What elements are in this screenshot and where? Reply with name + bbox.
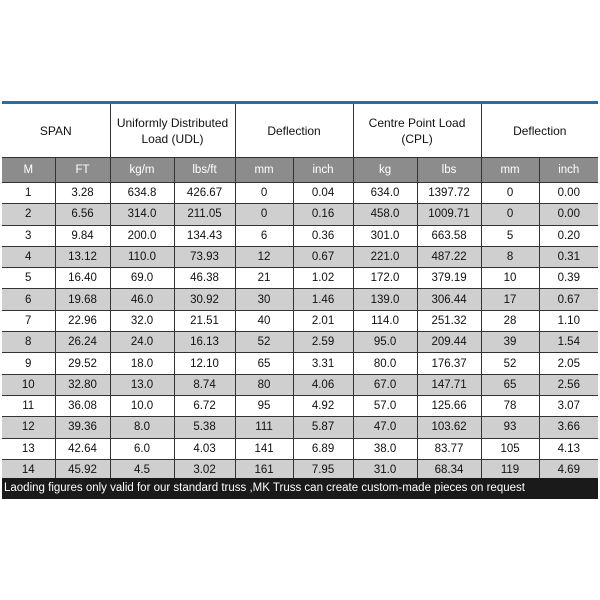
table-cell: 24.0 <box>110 332 174 353</box>
table-cell: 3.66 <box>539 417 598 438</box>
table-cell: 4.92 <box>293 395 353 416</box>
table-cell: 83.77 <box>417 438 481 459</box>
table-cell: 1.02 <box>293 268 353 289</box>
table-row <box>2 310 598 331</box>
table-cell: 161 <box>235 459 293 480</box>
table-cell: 1.46 <box>293 289 353 310</box>
table-cell: 2.05 <box>539 353 598 374</box>
header-row <box>2 104 598 158</box>
table-cell: 14 <box>2 459 55 480</box>
table-row <box>2 438 598 459</box>
table-cell: 28 <box>481 310 539 331</box>
table-cell: 8 <box>2 332 55 353</box>
table-cell: 1009.71 <box>417 204 481 225</box>
table-cell: 69.0 <box>110 268 174 289</box>
table-cell: 52 <box>481 353 539 374</box>
table-cell: 47.0 <box>353 417 417 438</box>
table-cell: 46.38 <box>174 268 235 289</box>
table-cell: 634.0 <box>353 183 417 204</box>
table-cell: 141 <box>235 438 293 459</box>
load-table-frame <box>2 101 598 499</box>
table-cell: 7 <box>2 310 55 331</box>
table-cell: 9.84 <box>55 225 110 246</box>
table-cell: 42.64 <box>55 438 110 459</box>
table-cell: 8.0 <box>110 417 174 438</box>
table-cell: 111 <box>235 417 293 438</box>
footer-note: Laoding figures only valid for our standard truss ,MK Truss can create custom-made pieces on request <box>2 478 598 499</box>
table-cell: 95.0 <box>353 332 417 353</box>
unit-header: inch <box>539 158 598 183</box>
table-cell: 5.87 <box>293 417 353 438</box>
table-row <box>2 204 598 225</box>
table-cell: 21.51 <box>174 310 235 331</box>
table-row <box>2 225 598 246</box>
table-row <box>2 289 598 310</box>
table-cell: 12 <box>2 417 55 438</box>
table-row <box>2 417 598 438</box>
table-cell: 1.54 <box>539 332 598 353</box>
table-cell: 200.0 <box>110 225 174 246</box>
table-cell: 4.03 <box>174 438 235 459</box>
table-cell: 4 <box>2 246 55 267</box>
table-cell: 209.44 <box>417 332 481 353</box>
table-cell: 39.36 <box>55 417 110 438</box>
cpl-header: Centre Point Load (CPL) <box>353 104 481 158</box>
table-cell: 0.20 <box>539 225 598 246</box>
table-cell: 172.0 <box>353 268 417 289</box>
table-cell: 32.80 <box>55 374 110 395</box>
table-cell: 458.0 <box>353 204 417 225</box>
table-cell: 16.40 <box>55 268 110 289</box>
table-cell: 40 <box>235 310 293 331</box>
table-cell: 2 <box>2 204 55 225</box>
table-cell: 31.0 <box>353 459 417 480</box>
table-cell: 67.0 <box>353 374 417 395</box>
load-table <box>2 104 598 481</box>
table-cell: 10 <box>481 268 539 289</box>
table-cell: 73.93 <box>174 246 235 267</box>
table-cell: 17 <box>481 289 539 310</box>
table-row <box>2 395 598 416</box>
table-cell: 5 <box>2 268 55 289</box>
table-cell: 4.13 <box>539 438 598 459</box>
udl-header: Uniformly Distributed Load (UDL) <box>110 104 235 158</box>
table-cell: 22.96 <box>55 310 110 331</box>
table-row <box>2 374 598 395</box>
table-cell: 2.56 <box>539 374 598 395</box>
table-cell: 68.34 <box>417 459 481 480</box>
table-cell: 80.0 <box>353 353 417 374</box>
table-cell: 6 <box>235 225 293 246</box>
table-cell: 4.5 <box>110 459 174 480</box>
table-cell: 1.10 <box>539 310 598 331</box>
table-cell: 52 <box>235 332 293 353</box>
table-cell: 0.36 <box>293 225 353 246</box>
table-cell: 65 <box>481 374 539 395</box>
table-cell: 38.0 <box>353 438 417 459</box>
unit-header: mm <box>235 158 293 183</box>
table-cell: 30 <box>235 289 293 310</box>
table-cell: 13.0 <box>110 374 174 395</box>
units-row <box>2 158 598 183</box>
table-cell: 105 <box>481 438 539 459</box>
table-cell: 0 <box>481 204 539 225</box>
table-cell: 2.01 <box>293 310 353 331</box>
table-cell: 30.92 <box>174 289 235 310</box>
unit-header: kg <box>353 158 417 183</box>
table-cell: 221.0 <box>353 246 417 267</box>
table-cell: 1 <box>2 183 55 204</box>
table-cell: 16.13 <box>174 332 235 353</box>
table-cell: 0 <box>235 183 293 204</box>
table-cell: 3.02 <box>174 459 235 480</box>
table-cell: 36.08 <box>55 395 110 416</box>
table-cell: 93 <box>481 417 539 438</box>
table-cell: 12 <box>235 246 293 267</box>
table-cell: 0 <box>481 183 539 204</box>
table-cell: 634.8 <box>110 183 174 204</box>
table-cell: 5 <box>481 225 539 246</box>
table-row <box>2 268 598 289</box>
table-cell: 19.68 <box>55 289 110 310</box>
table-cell: 0.00 <box>539 183 598 204</box>
table-cell: 3 <box>2 225 55 246</box>
table-cell: 3.28 <box>55 183 110 204</box>
table-cell: 103.62 <box>417 417 481 438</box>
table-cell: 306.44 <box>417 289 481 310</box>
table-cell: 11 <box>2 395 55 416</box>
table-cell: 426.67 <box>174 183 235 204</box>
table-cell: 80 <box>235 374 293 395</box>
table-cell: 95 <box>235 395 293 416</box>
table-cell: 10 <box>2 374 55 395</box>
table-cell: 0.31 <box>539 246 598 267</box>
table-cell: 4.69 <box>539 459 598 480</box>
table-cell: 8.74 <box>174 374 235 395</box>
table-cell: 10.0 <box>110 395 174 416</box>
udl-deflection-header: Deflection <box>235 104 353 158</box>
table-cell: 9 <box>2 353 55 374</box>
table-cell: 8 <box>481 246 539 267</box>
table-cell: 12.10 <box>174 353 235 374</box>
span-header: SPAN <box>2 104 110 158</box>
table-cell: 487.22 <box>417 246 481 267</box>
table-cell: 65 <box>235 353 293 374</box>
table-cell: 0.04 <box>293 183 353 204</box>
unit-header: lbs/ft <box>174 158 235 183</box>
table-cell: 0.67 <box>293 246 353 267</box>
table-cell: 379.19 <box>417 268 481 289</box>
table-cell: 211.05 <box>174 204 235 225</box>
table-cell: 29.52 <box>55 353 110 374</box>
table-cell: 301.0 <box>353 225 417 246</box>
table-cell: 6 <box>2 289 55 310</box>
table-cell: 125.66 <box>417 395 481 416</box>
table-cell: 134.43 <box>174 225 235 246</box>
table-row <box>2 332 598 353</box>
table-cell: 0.39 <box>539 268 598 289</box>
table-cell: 6.72 <box>174 395 235 416</box>
table-cell: 176.37 <box>417 353 481 374</box>
unit-header: kg/m <box>110 158 174 183</box>
table-cell: 57.0 <box>353 395 417 416</box>
table-cell: 13 <box>2 438 55 459</box>
table-cell: 251.32 <box>417 310 481 331</box>
table-cell: 110.0 <box>110 246 174 267</box>
table-cell: 114.0 <box>353 310 417 331</box>
table-cell: 663.58 <box>417 225 481 246</box>
table-cell: 3.07 <box>539 395 598 416</box>
table-cell: 32.0 <box>110 310 174 331</box>
unit-header: M <box>2 158 55 183</box>
table-cell: 78 <box>481 395 539 416</box>
table-cell: 0 <box>235 204 293 225</box>
table-cell: 46.0 <box>110 289 174 310</box>
table-cell: 3.31 <box>293 353 353 374</box>
unit-header: mm <box>481 158 539 183</box>
unit-header: FT <box>55 158 110 183</box>
table-cell: 0.67 <box>539 289 598 310</box>
unit-header: lbs <box>417 158 481 183</box>
table-cell: 6.0 <box>110 438 174 459</box>
table-row <box>2 353 598 374</box>
table-cell: 147.71 <box>417 374 481 395</box>
table-cell: 314.0 <box>110 204 174 225</box>
table-cell: 13.12 <box>55 246 110 267</box>
table-row <box>2 183 598 204</box>
table-cell: 26.24 <box>55 332 110 353</box>
table-cell: 45.92 <box>55 459 110 480</box>
table-cell: 39 <box>481 332 539 353</box>
table-cell: 139.0 <box>353 289 417 310</box>
table-cell: 0.16 <box>293 204 353 225</box>
table-cell: 18.0 <box>110 353 174 374</box>
table-cell: 119 <box>481 459 539 480</box>
table-cell: 6.56 <box>55 204 110 225</box>
table-cell: 21 <box>235 268 293 289</box>
table-cell: 6.89 <box>293 438 353 459</box>
table-cell: 0.00 <box>539 204 598 225</box>
table-body <box>2 183 598 481</box>
table-cell: 7.95 <box>293 459 353 480</box>
table-cell: 1397.72 <box>417 183 481 204</box>
unit-header: inch <box>293 158 353 183</box>
cpl-deflection-header: Deflection <box>481 104 598 158</box>
table-cell: 4.06 <box>293 374 353 395</box>
table-cell: 5.38 <box>174 417 235 438</box>
table-row <box>2 246 598 267</box>
table-cell: 2.59 <box>293 332 353 353</box>
